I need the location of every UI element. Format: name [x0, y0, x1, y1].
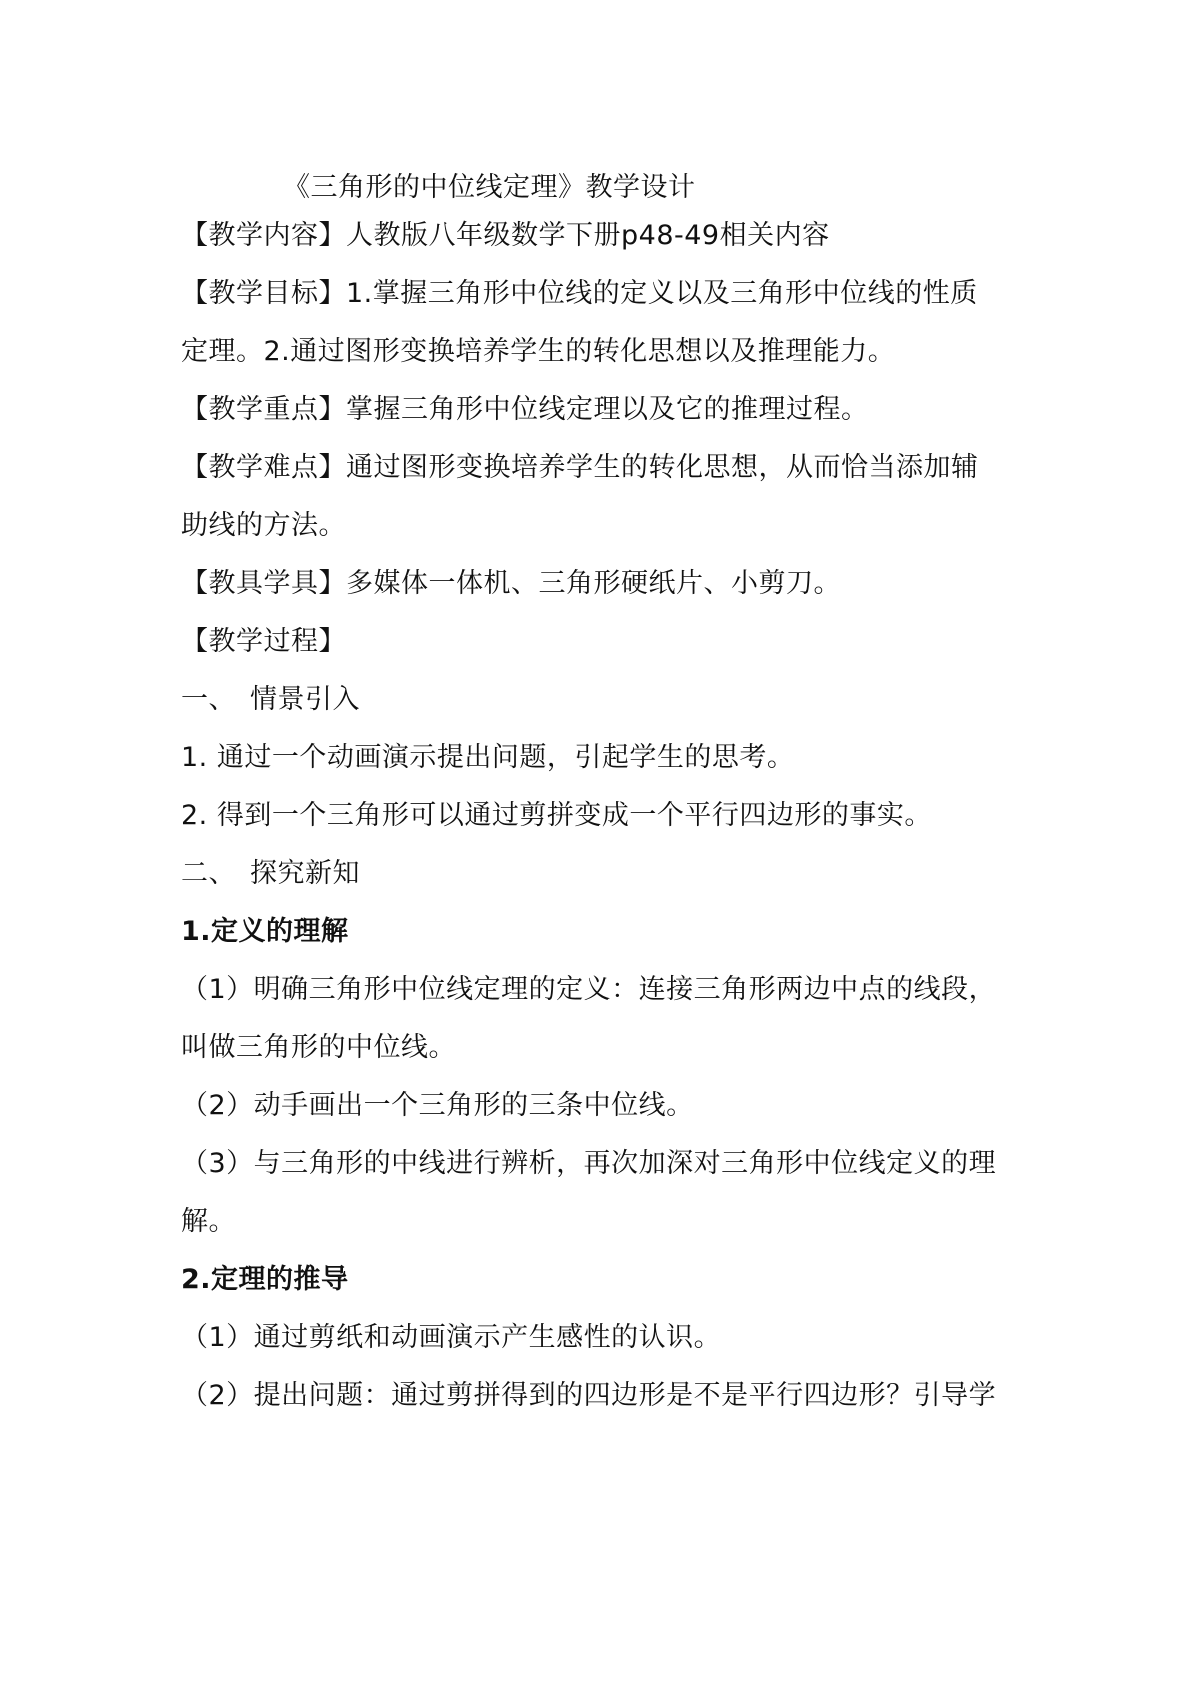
teaching-goals-line: 【教学目标】1.掌握三角形中位线的定义以及三角形中位线的性质: [181, 278, 978, 309]
derivation-item-2: （2）提出问题：通过剪拼得到的四边形是不是平行四边形？引导学: [181, 1380, 997, 1411]
definition-item-1: （1）明确三角形中位线定理的定义：连接三角形两边中点的线段，: [181, 974, 997, 1005]
teaching-goals-continuation: 定理。2.通过图形变换培养学生的转化思想以及推理能力。: [181, 336, 896, 367]
teaching-tools-line: 【教具学具】多媒体一体机、三角形硬纸片、小剪刀。: [181, 568, 841, 599]
teaching-process-heading: 【教学过程】: [181, 626, 346, 657]
definition-item-2: （2）动手画出一个三角形的三条中位线。: [181, 1090, 694, 1121]
definition-item-3: （3）与三角形的中线进行辨析，再次加深对三角形中位线定义的理: [181, 1148, 997, 1179]
teaching-content-line: 【教学内容】人教版八年级数学下册p48-49相关内容: [181, 220, 830, 251]
section-one-item-2: 2. 得到一个三角形可以通过剪拼变成一个平行四边形的事实。: [181, 800, 932, 831]
document-title: 《三角形的中位线定理》教学设计: [283, 172, 696, 203]
section-one-heading: 一、 情景引入: [181, 684, 360, 715]
teaching-difficulties-line: 【教学难点】通过图形变换培养学生的转化思想，从而恰当添加辅: [181, 452, 979, 483]
section-two-heading: 二、 探究新知: [181, 858, 360, 889]
definition-item-3-continuation: 解。: [181, 1206, 236, 1237]
teaching-key-points-line: 【教学重点】掌握三角形中位线定理以及它的推理过程。: [181, 394, 869, 425]
subsection-derivation-heading: 2.定理的推导: [181, 1264, 349, 1295]
section-one-item-1: 1. 通过一个动画演示提出问题，引起学生的思考。: [181, 742, 795, 773]
derivation-item-1: （1）通过剪纸和动画演示产生感性的认识。: [181, 1322, 722, 1353]
definition-item-1-continuation: 叫做三角形的中位线。: [181, 1032, 456, 1063]
teaching-difficulties-continuation: 助线的方法。: [181, 510, 346, 541]
subsection-definition-heading: 1.定义的理解: [181, 916, 349, 947]
